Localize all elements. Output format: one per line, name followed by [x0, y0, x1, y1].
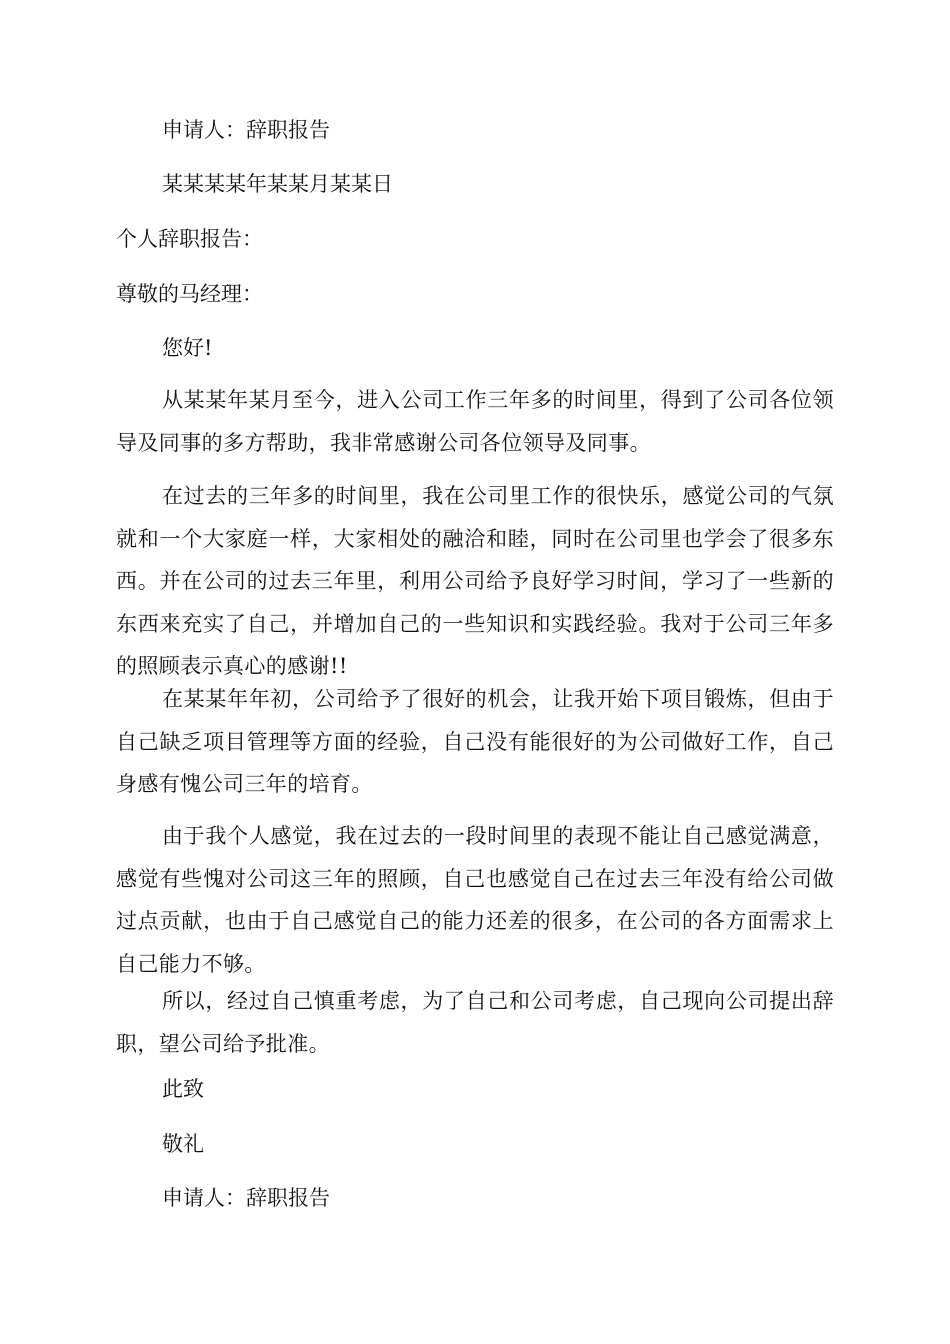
closing-cizhi: 此致: [162, 1077, 204, 1101]
closing-jingli: 敬礼: [162, 1132, 204, 1156]
header-applicant: 申请人：辞职报告: [162, 118, 330, 142]
header-date: 某某某某年某某月某某日: [162, 172, 393, 196]
body-paragraph-1: 从某某年某月至今，进入公司工作三年多的时间里，得到了公司各位领导及同事的多方帮助，我非常感谢公司各位领导及同事。: [116, 388, 834, 455]
body-paragraph-3: 在某某年年初，公司给予了很好的机会，让我开始下项目锻炼，但由于自己缺乏项目管理等方面的经验，自己没有能很好的为公司做好工作，自己身感有愧公司三年的培育。: [116, 687, 834, 796]
body-paragraph-5: 所以，经过自己慎重考虑，为了自己和公司考虑，自己现向公司提出辞职，望公司给予批准。: [116, 989, 834, 1056]
body-paragraph-2: 在过去的三年多的时间里，我在公司里工作的很快乐，感觉公司的气氛就和一个大家庭一样，大家相处的融洽和睦，同时在公司里也学会了很多东西。并在公司的过去三年里，利用公司给予良好学习时间，学习了一些新的东西来充实了自己，并增加自己的一些知识和实践经验。我对于公司三年多的照顾表示真心的感谢!!: [116, 484, 834, 678]
letter-greeting: 您好!: [162, 336, 213, 360]
letter-title: 个人辞职报告：: [116, 227, 263, 251]
signature-applicant: 申请人：辞职报告: [162, 1186, 330, 1210]
letter-salutation: 尊敬的马经理：: [116, 282, 263, 306]
body-paragraph-4: 由于我个人感觉，我在过去的一段时间里的表现不能让自己感觉满意，感觉有些愧对公司这三年的照顾，自己也感觉自己在过去三年没有给公司做过点贡献，也由于自己感觉自己的能力还差的很多，在公司的各方面需求上自己能力不够。: [116, 824, 834, 976]
